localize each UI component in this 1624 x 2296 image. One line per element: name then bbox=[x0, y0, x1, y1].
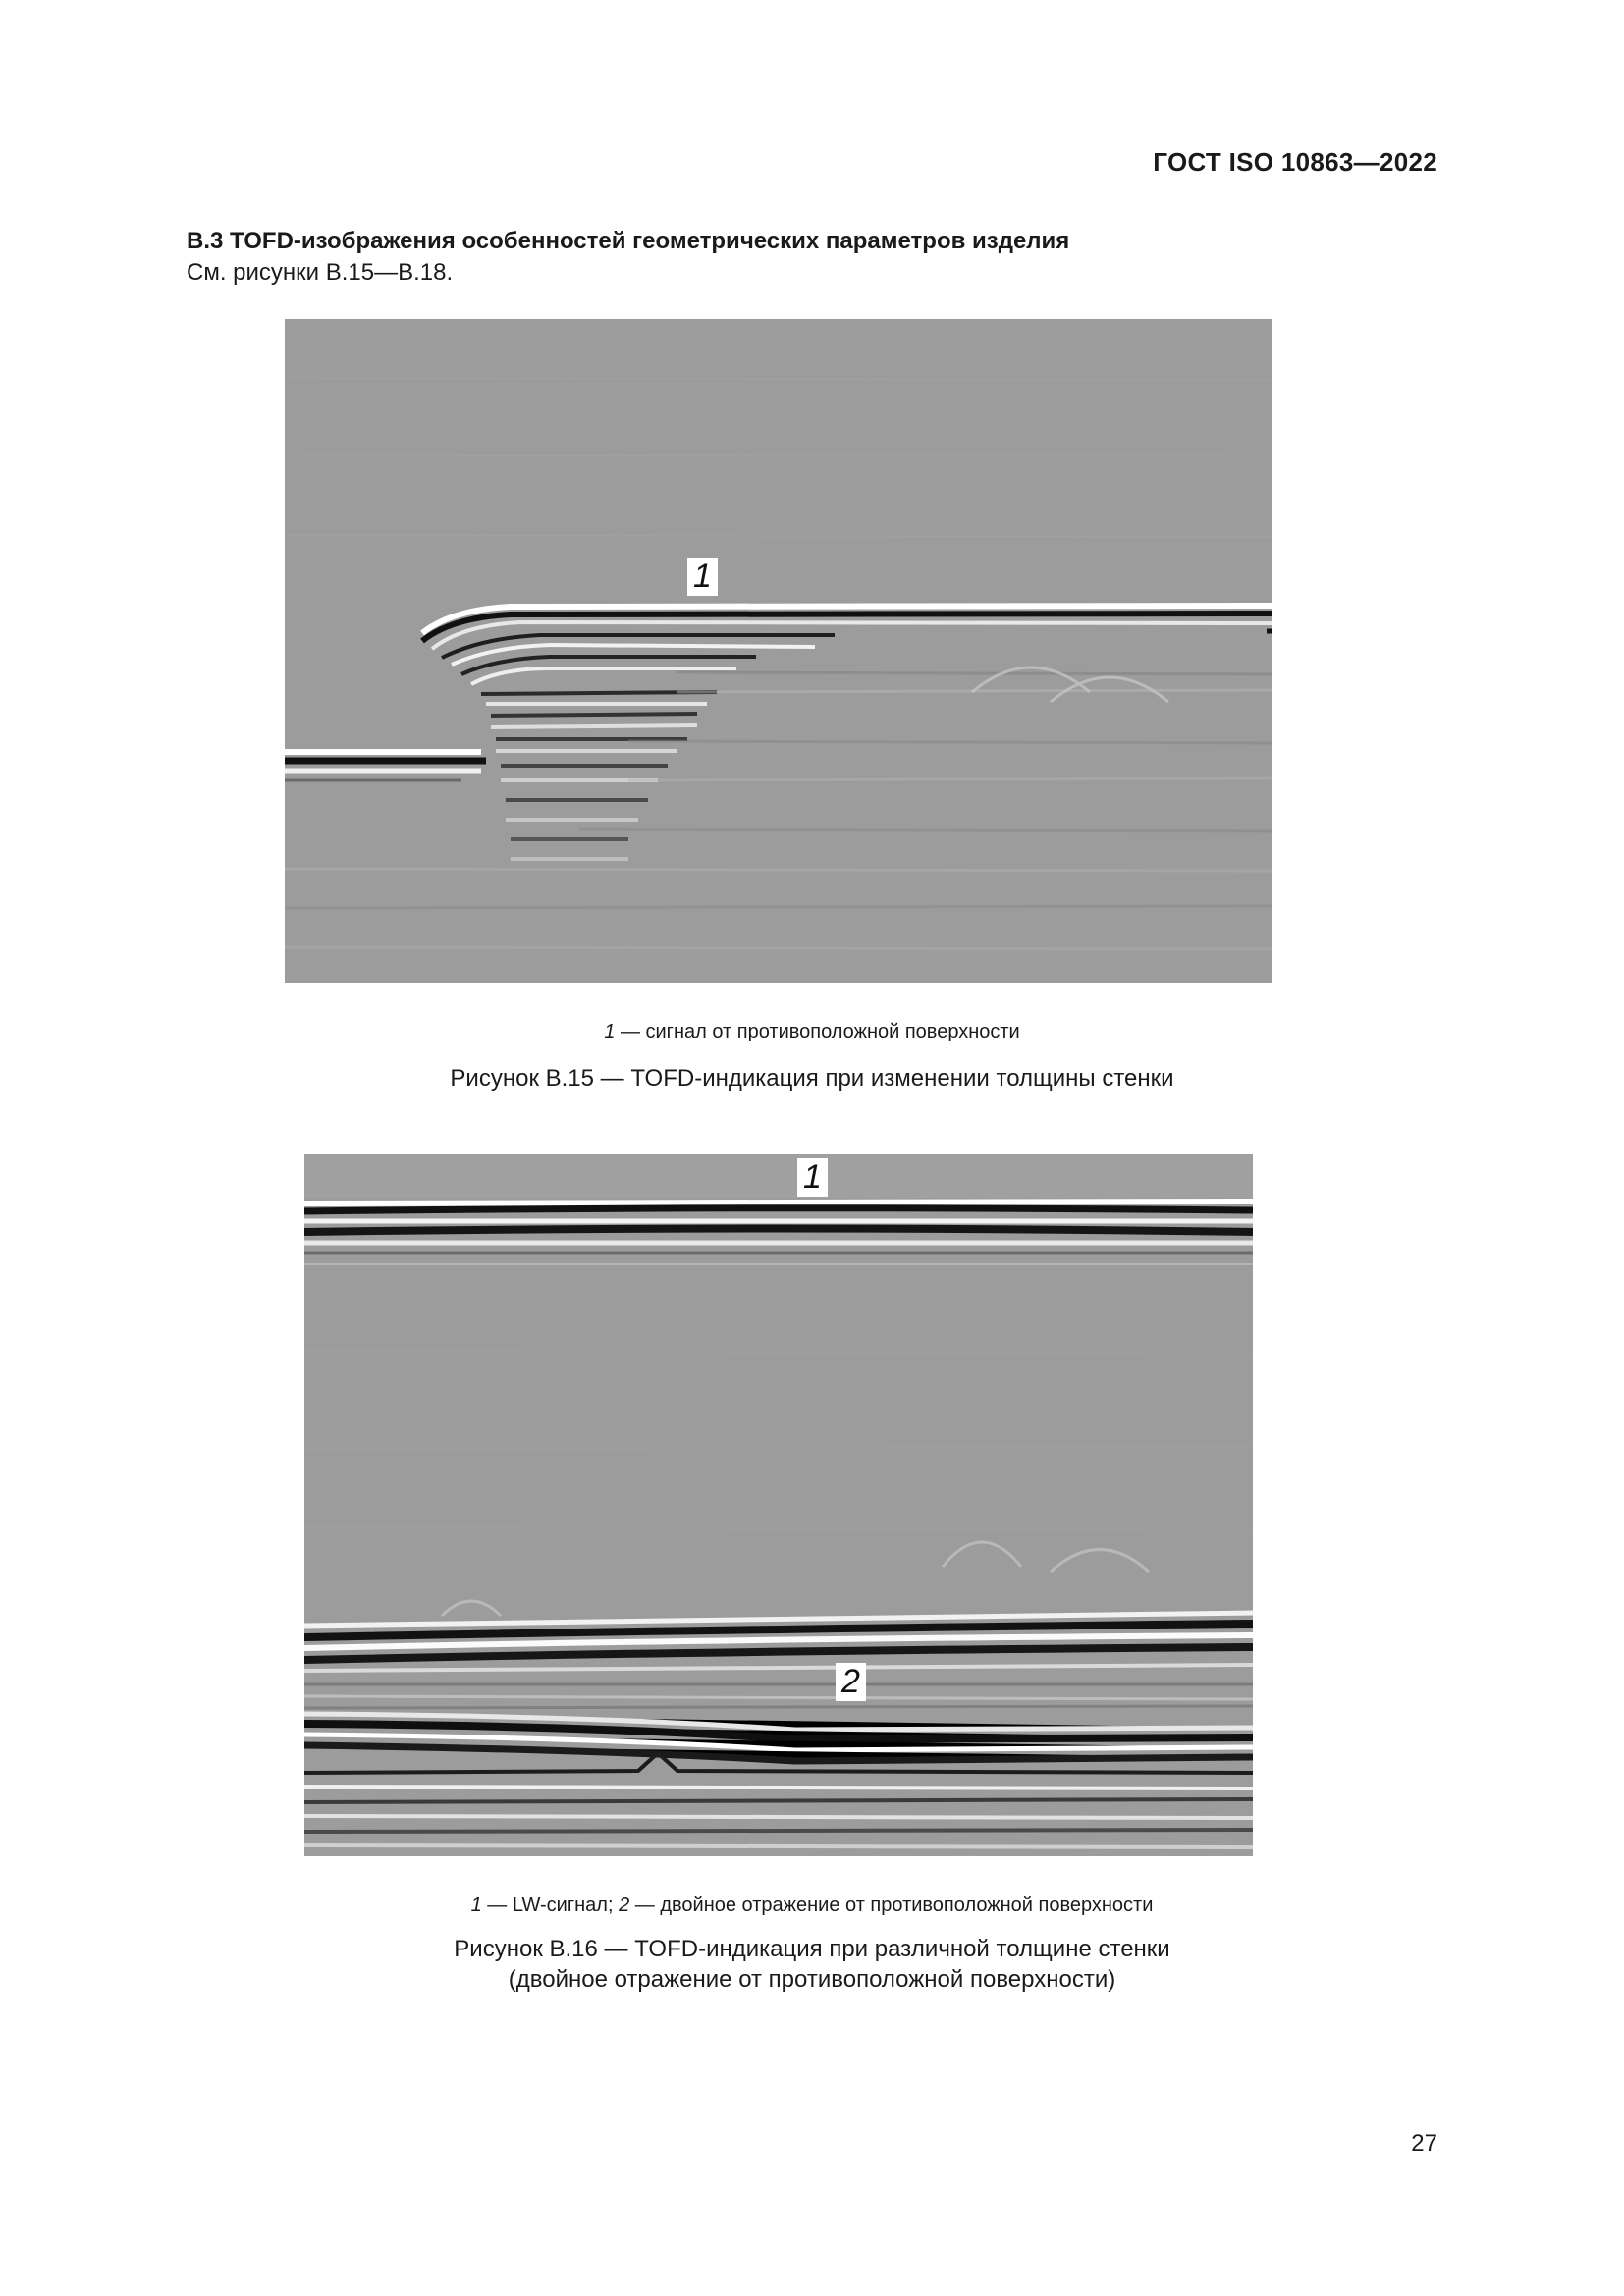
figure-16-legend-text-2: — двойное отражение от противоположной поверхности bbox=[629, 1895, 1154, 1916]
figure-16-scan-graphic bbox=[304, 1154, 1253, 1856]
section-title: В.3 TOFD-изображения особенностей геометрических параметров изделия bbox=[187, 228, 1070, 254]
doc-code: ГОСТ ISO 10863—2022 bbox=[1153, 147, 1437, 177]
figure-15-legend-text-1: — сигнал от противоположной поверхности bbox=[615, 1021, 1020, 1042]
section-reference: См. рисунки В.15—В.18. bbox=[187, 259, 454, 286]
figure-16-marker-1: 1 bbox=[797, 1158, 828, 1197]
figure-16-legend bbox=[0, 1895, 1624, 1917]
figure-15-marker-1: 1 bbox=[687, 558, 718, 596]
figure-15-legend bbox=[0, 1021, 1624, 1043]
figure-16-legend-text-1: — LW-сигнал; bbox=[481, 1895, 620, 1916]
figure-16-legend-number-1: 1 bbox=[470, 1895, 482, 1916]
figure-16-caption-line-2: (двойное отражение от противоположной поверхности) bbox=[508, 1966, 1116, 1993]
figure-16-caption-line-1: Рисунок В.16 — TOFD-индикация при различной толщине стенки bbox=[454, 1936, 1170, 1962]
figure-15-caption: Рисунок В.15 — TOFD-индикация при изменении толщины стенки bbox=[450, 1065, 1174, 1092]
figure-15-legend-number-1: 1 bbox=[604, 1021, 616, 1042]
figure-15-scan-graphic bbox=[285, 319, 1272, 983]
figure-16-legend-number-2: 2 bbox=[619, 1895, 630, 1916]
page-number: 27 bbox=[1411, 2130, 1437, 2157]
figure-15-tofd-image bbox=[285, 319, 1272, 983]
figure-16-marker-2: 2 bbox=[836, 1663, 866, 1701]
figure-16-tofd-image bbox=[304, 1154, 1253, 1856]
